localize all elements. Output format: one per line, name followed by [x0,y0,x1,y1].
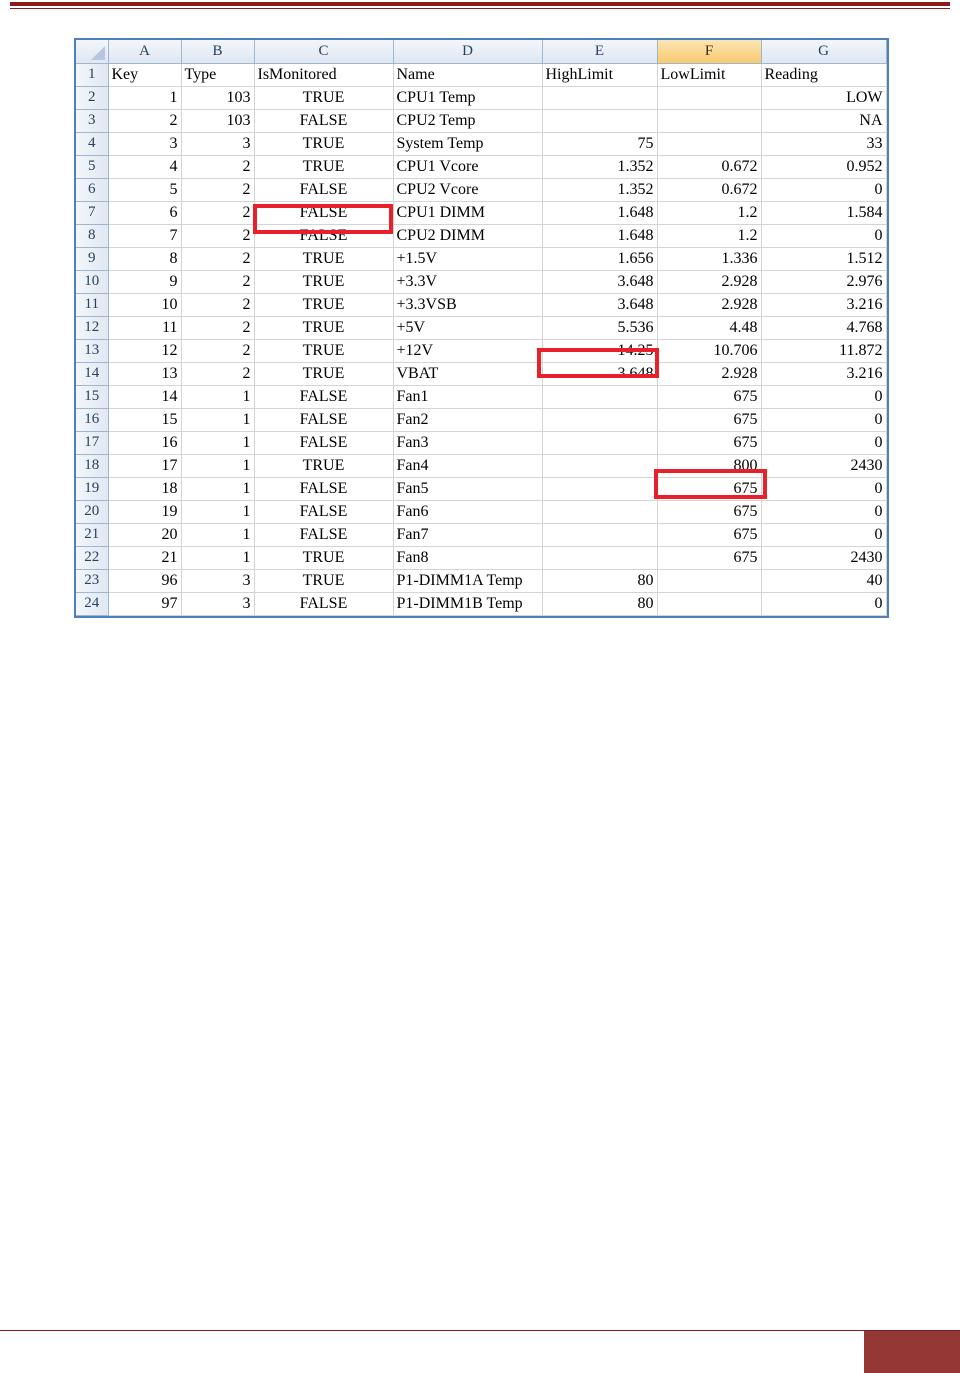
cell-f[interactable]: 675 [657,431,761,454]
row-header[interactable]: 7 [76,201,108,224]
cell-a[interactable]: Key [108,63,181,86]
cell-g[interactable]: 0 [761,477,886,500]
cell-b[interactable]: 2 [181,178,254,201]
table-row [76,316,886,339]
cell-c[interactable]: TRUE [254,454,393,477]
cell-b[interactable]: 103 [181,109,254,132]
cell-c[interactable]: FALSE [254,385,393,408]
cell-b[interactable]: 2 [181,201,254,224]
cell-d[interactable]: CPU2 Temp [393,109,542,132]
table-row [76,247,886,270]
cell-a[interactable]: 10 [108,293,181,316]
cell-g[interactable]: 33 [761,132,886,155]
cell-f[interactable]: 2.928 [657,362,761,385]
cell-d[interactable]: Fan5 [393,477,542,500]
cell-f[interactable]: 800 [657,454,761,477]
cell-e[interactable] [542,500,657,523]
cell-f[interactable]: 675 [657,385,761,408]
cell-d[interactable]: Fan3 [393,431,542,454]
cell-f[interactable]: 675 [657,500,761,523]
row-header[interactable]: 10 [76,270,108,293]
row-header[interactable]: 5 [76,155,108,178]
table-row [76,431,886,454]
select-all-icon [91,46,105,60]
spreadsheet-grid [76,40,887,616]
cell-g[interactable]: 4.768 [761,316,886,339]
cell-b[interactable]: 2 [181,316,254,339]
cell-f[interactable]: 0.672 [657,155,761,178]
table-row [76,224,886,247]
cell-d[interactable]: Fan8 [393,546,542,569]
row-header[interactable]: 1 [76,63,108,86]
cell-e[interactable] [542,385,657,408]
table-row [76,385,886,408]
row-header[interactable]: 11 [76,293,108,316]
table-row [76,293,886,316]
table-row [76,362,886,385]
cell-g[interactable]: 0 [761,592,886,615]
cell-f[interactable]: 10.706 [657,339,761,362]
cell-e[interactable]: 14.25 [542,339,657,362]
cell-g[interactable]: 3.216 [761,293,886,316]
row-header[interactable]: 19 [76,477,108,500]
cell-c[interactable]: FALSE [254,500,393,523]
cell-b[interactable]: 2 [181,362,254,385]
column-header-d[interactable]: D [393,40,542,63]
cell-g[interactable]: 0 [761,224,886,247]
cell-a[interactable]: 8 [108,247,181,270]
cell-e[interactable]: 3.648 [542,293,657,316]
cell-g[interactable]: 0 [761,178,886,201]
cell-b[interactable]: 2 [181,224,254,247]
cell-c[interactable]: FALSE [254,408,393,431]
cell-b[interactable]: 3 [181,569,254,592]
cell-f[interactable]: LowLimit [657,63,761,86]
cell-c[interactable]: FALSE [254,201,393,224]
cell-b[interactable]: 1 [181,477,254,500]
cell-e[interactable]: 75 [542,132,657,155]
column-header-c[interactable]: C [254,40,393,63]
cell-e[interactable] [542,109,657,132]
table-row [76,270,886,293]
cell-a[interactable]: 14 [108,385,181,408]
cell-g[interactable]: 0 [761,500,886,523]
cell-g[interactable]: 0 [761,431,886,454]
cell-a[interactable]: 9 [108,270,181,293]
row-header[interactable]: 8 [76,224,108,247]
cell-d[interactable]: System Temp [393,132,542,155]
table-row [76,132,886,155]
cell-d[interactable]: +3.3V [393,270,542,293]
cell-d[interactable]: Fan4 [393,454,542,477]
highlight-box-e13 [537,348,659,378]
table-row [76,523,886,546]
table-row [76,592,886,615]
footer-rule [0,1330,960,1331]
cell-b[interactable]: 1 [181,408,254,431]
cell-a[interactable]: 4 [108,155,181,178]
table-row [76,178,886,201]
cell-c[interactable]: TRUE [254,293,393,316]
cell-b[interactable]: 1 [181,431,254,454]
cell-a[interactable]: 7 [108,224,181,247]
cell-g[interactable]: 11.872 [761,339,886,362]
column-header-b[interactable]: B [181,40,254,63]
cell-b[interactable]: 1 [181,385,254,408]
row-header[interactable]: 23 [76,569,108,592]
cell-d[interactable]: CPU2 Vcore [393,178,542,201]
cell-c[interactable]: IsMonitored [254,63,393,86]
cell-c[interactable]: FALSE [254,477,393,500]
cell-c[interactable]: TRUE [254,339,393,362]
cell-g[interactable]: 0 [761,385,886,408]
cell-e[interactable]: 1.648 [542,201,657,224]
cell-a[interactable]: 11 [108,316,181,339]
highlight-box-f18 [654,469,767,499]
cell-d[interactable]: Fan2 [393,408,542,431]
cell-c[interactable]: TRUE [254,569,393,592]
cell-d[interactable]: CPU1 DIMM [393,201,542,224]
cell-e[interactable]: 80 [542,569,657,592]
row-header[interactable]: 9 [76,247,108,270]
cell-f[interactable]: 2.928 [657,270,761,293]
cell-f[interactable]: 1.2 [657,224,761,247]
cell-c[interactable]: TRUE [254,247,393,270]
cell-c[interactable]: FALSE [254,431,393,454]
cell-f[interactable] [657,132,761,155]
row-header[interactable]: 15 [76,385,108,408]
cell-g[interactable]: 2430 [761,546,886,569]
row-header[interactable]: 4 [76,132,108,155]
table-row [76,569,886,592]
row-header[interactable]: 3 [76,109,108,132]
page-number-tab [864,1331,960,1373]
column-header-row [76,40,886,63]
cell-a[interactable]: 3 [108,132,181,155]
cell-c[interactable]: TRUE [254,270,393,293]
cell-e[interactable]: HighLimit [542,63,657,86]
cell-a[interactable]: 18 [108,477,181,500]
cell-b[interactable]: 2 [181,270,254,293]
cell-e[interactable]: 3.648 [542,270,657,293]
cell-e[interactable]: 1.656 [542,247,657,270]
cell-e[interactable]: 80 [542,592,657,615]
table-row [76,339,886,362]
cell-g[interactable]: 0 [761,408,886,431]
cell-e[interactable]: 5.536 [542,316,657,339]
cell-a[interactable]: 13 [108,362,181,385]
row-header[interactable]: 14 [76,362,108,385]
highlight-box-c7 [253,204,393,234]
table-row [76,546,886,569]
cell-b[interactable]: 3 [181,132,254,155]
cell-f[interactable] [657,569,761,592]
cell-d[interactable]: +5V [393,316,542,339]
header-rule-thick [10,2,950,6]
grid-body [76,63,886,615]
cell-a[interactable]: 15 [108,408,181,431]
cell-a[interactable]: 16 [108,431,181,454]
cell-e[interactable]: 1.648 [542,224,657,247]
cell-d[interactable]: Fan6 [393,500,542,523]
cell-c[interactable]: TRUE [254,86,393,109]
cell-d[interactable]: +12V [393,339,542,362]
row-header[interactable]: 17 [76,431,108,454]
table-row [76,86,886,109]
cell-c[interactable]: FALSE [254,224,393,247]
cell-a[interactable]: 1 [108,86,181,109]
cell-g[interactable]: 2430 [761,454,886,477]
cell-e[interactable]: 1.352 [542,178,657,201]
cell-g[interactable]: 2.976 [761,270,886,293]
spreadsheet [74,38,889,618]
cell-d[interactable]: P1-DIMM1B Temp [393,592,542,615]
cell-e[interactable]: 1.352 [542,155,657,178]
cell-g[interactable]: 0.952 [761,155,886,178]
cell-a[interactable]: 17 [108,454,181,477]
cell-c[interactable]: FALSE [254,178,393,201]
cell-d[interactable]: CPU1 Temp [393,86,542,109]
cell-g[interactable]: 3.216 [761,362,886,385]
cell-b[interactable]: 1 [181,454,254,477]
column-header-f[interactable]: F [657,40,761,63]
cell-e[interactable] [542,431,657,454]
column-header-a[interactable]: A [108,40,181,63]
row-header[interactable]: 21 [76,523,108,546]
cell-a[interactable]: 20 [108,523,181,546]
cell-c[interactable]: TRUE [254,132,393,155]
cell-b[interactable]: 3 [181,592,254,615]
cell-d[interactable]: P1-DIMM1A Temp [393,569,542,592]
row-header[interactable]: 24 [76,592,108,615]
table-row [76,201,886,224]
header-rule-thin [10,8,950,9]
cell-g[interactable]: NA [761,109,886,132]
table-row [76,109,886,132]
cell-e[interactable]: 3.648 [542,362,657,385]
cell-f[interactable]: 675 [657,408,761,431]
table-row [76,408,886,431]
cell-d[interactable]: Fan7 [393,523,542,546]
cell-f[interactable]: 1.336 [657,247,761,270]
row-header[interactable]: 13 [76,339,108,362]
cell-g[interactable]: 0 [761,523,886,546]
cell-b[interactable]: 2 [181,155,254,178]
cell-f[interactable]: 675 [657,546,761,569]
cell-g[interactable]: 1.584 [761,201,886,224]
column-header-g[interactable]: G [761,40,886,63]
row-header[interactable]: 6 [76,178,108,201]
cell-d[interactable]: Name [393,63,542,86]
cell-a[interactable]: 2 [108,109,181,132]
table-row [76,63,886,86]
cell-d[interactable]: CPU2 DIMM [393,224,542,247]
cell-b[interactable]: 2 [181,247,254,270]
cell-b[interactable]: 2 [181,339,254,362]
cell-c[interactable]: FALSE [254,592,393,615]
row-header[interactable]: 18 [76,454,108,477]
cell-e[interactable] [542,86,657,109]
row-header[interactable]: 22 [76,546,108,569]
cell-g[interactable]: 40 [761,569,886,592]
row-header[interactable]: 20 [76,500,108,523]
cell-a[interactable]: 97 [108,592,181,615]
cell-a[interactable]: 6 [108,201,181,224]
cell-c[interactable]: TRUE [254,546,393,569]
cell-g[interactable]: Reading [761,63,886,86]
cell-b[interactable]: 1 [181,546,254,569]
cell-e[interactable] [542,523,657,546]
row-header[interactable]: 16 [76,408,108,431]
cell-c[interactable]: TRUE [254,155,393,178]
cell-d[interactable]: +3.3VSB [393,293,542,316]
cell-c[interactable]: TRUE [254,316,393,339]
cell-d[interactable]: VBAT [393,362,542,385]
table-row [76,155,886,178]
cell-e[interactable] [542,546,657,569]
cell-f[interactable]: 2.928 [657,293,761,316]
cell-f[interactable] [657,86,761,109]
cell-b[interactable]: Type [181,63,254,86]
cell-e[interactable] [542,408,657,431]
row-header[interactable]: 12 [76,316,108,339]
cell-e[interactable] [542,454,657,477]
cell-c[interactable]: FALSE [254,109,393,132]
table-row [76,500,886,523]
cell-f[interactable]: 4.48 [657,316,761,339]
cell-f[interactable]: 1.2 [657,201,761,224]
cell-f[interactable]: 675 [657,523,761,546]
cell-b[interactable]: 1 [181,523,254,546]
cell-c[interactable]: TRUE [254,362,393,385]
column-header-e[interactable]: E [542,40,657,63]
cell-f[interactable]: 0.672 [657,178,761,201]
row-header[interactable]: 2 [76,86,108,109]
cell-g[interactable]: LOW [761,86,886,109]
cell-a[interactable]: 96 [108,569,181,592]
cell-b[interactable]: 1 [181,500,254,523]
cell-g[interactable]: 1.512 [761,247,886,270]
cell-a[interactable]: 21 [108,546,181,569]
cell-e[interactable] [542,477,657,500]
cell-f[interactable] [657,109,761,132]
cell-f[interactable]: 675 [657,477,761,500]
cell-a[interactable]: 5 [108,178,181,201]
cell-c[interactable]: FALSE [254,523,393,546]
cell-d[interactable]: Fan1 [393,385,542,408]
select-all-button[interactable] [76,40,108,63]
cell-b[interactable]: 103 [181,86,254,109]
cell-f[interactable] [657,592,761,615]
cell-d[interactable]: CPU1 Vcore [393,155,542,178]
cell-b[interactable]: 2 [181,293,254,316]
cell-a[interactable]: 19 [108,500,181,523]
cell-d[interactable]: +1.5V [393,247,542,270]
cell-a[interactable]: 12 [108,339,181,362]
